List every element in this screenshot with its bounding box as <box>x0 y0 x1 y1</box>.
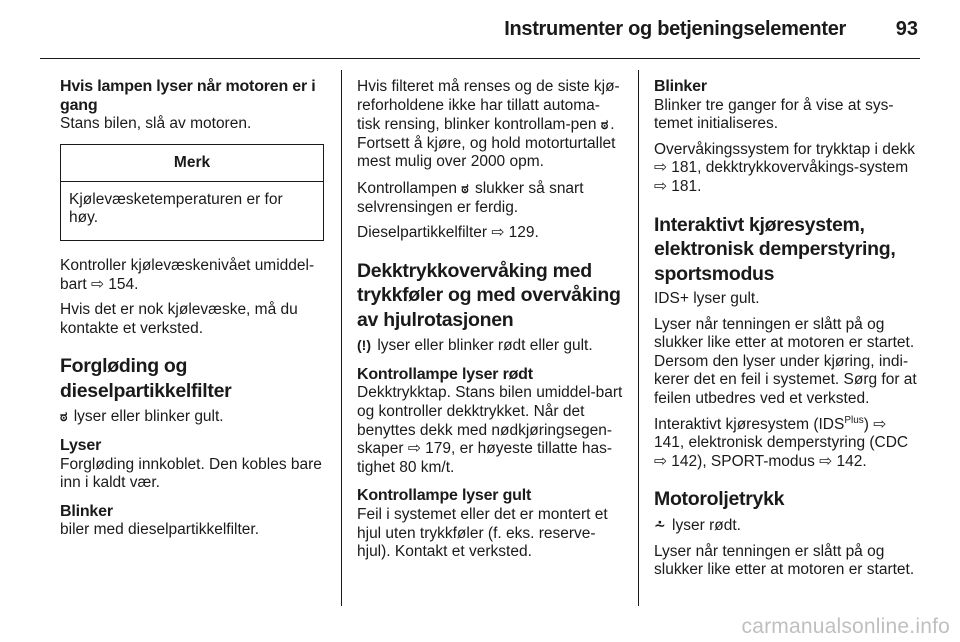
lamp-off-a: Kontrollampen <box>357 179 457 197</box>
paragraph: Lyser når tenningen er slått på og slukker like etter at motoren er startet. Dersom den lyser under kjøring, indi-kerer det en feil i systemet. Sørg for at feilen utbedres ved et verksted. <box>654 315 917 408</box>
ids-ref-sup: Plus <box>844 414 864 426</box>
page-title: Instrumenter og betjeningselementer <box>504 18 846 40</box>
heading-flashes: Blinker <box>654 78 707 95</box>
heading-ids: Interaktivt kjøresystem, elektronisk demperstyring, sportsmodus <box>654 213 896 285</box>
heading-flashes: Blinker <box>60 502 113 520</box>
glow-plug-icon: ಠ <box>60 408 68 425</box>
paragraph <box>654 416 920 472</box>
column-divider <box>638 70 639 606</box>
heading-red: Kontrollampe lyser rødt <box>357 365 533 383</box>
paragraph: Blinker tre ganger for å vise at sys-temet initialiseres. <box>654 96 894 133</box>
note-text: Kjølevæsketemperaturen er for høy. <box>69 190 283 227</box>
paragraph: Stans bilen, slå av motoren. <box>60 115 252 133</box>
page-header <box>40 0 920 59</box>
paragraph <box>357 78 623 172</box>
note-box <box>60 144 324 241</box>
paragraph: IDS+ lyser gult. <box>654 290 760 308</box>
ids-ref-b: ) ⇨ 141, elektronisk demperstyring (CDC ⇨ 142), SPORT-modus ⇨ 142. <box>654 415 909 470</box>
paragraph: Kontroller kjølevæskenivået umiddel-bart ⇨ 154. <box>60 256 315 293</box>
filter-text-2: . Fortsett å kjøre, og hold motorturtallet mest mulig over 2000 opm. <box>357 116 616 171</box>
lamp-off-b: slukker så snart selvrensingen er ferdig. <box>357 179 584 216</box>
paragraph <box>60 407 326 427</box>
heading-lights: Lyser <box>60 436 102 454</box>
page-number: 93 <box>895 18 918 40</box>
column-3 <box>654 78 920 587</box>
column-2 <box>357 78 623 569</box>
paragraph: Overvåkingssystem for trykktap i dekk ⇨ 181, dekktrykkovervåkings-system ⇨ 181. <box>654 140 915 195</box>
heading-engine-running: Hvis lampen lyser når motoren er i gang <box>60 78 316 114</box>
column-divider <box>341 70 342 606</box>
heading-tpms: Dekktrykkovervåking med trykkføler og med overvåking av hjulrotasjonen <box>357 259 621 331</box>
ids-ref-a: Interaktivt kjøresystem (IDS <box>654 415 845 433</box>
column-1 <box>60 78 326 547</box>
glow-text: lyser eller blinker gult. <box>73 408 224 426</box>
paragraph: Dekktrykktap. Stans bilen umiddel-bart og kontroller dekktrykket. Når det benyttes dekk med nødkjøringsegen-skaper ⇨ 179, er høyeste tillatte has-tighet 80 km/t. <box>357 384 623 476</box>
glow-plug-icon: ಠ <box>461 179 469 196</box>
paragraph: Dieselpartikkelfilter ⇨ 129. <box>357 224 539 242</box>
paragraph: Feil i systemet eller det er montert et hjul uten trykkføler (f. eks. reserve-hjul). Kontakt et verksted. <box>357 506 608 561</box>
paragraph <box>654 516 920 536</box>
watermark: carmanualsonline.info <box>741 615 950 638</box>
paragraph <box>357 336 623 356</box>
oil-can-icon: ⩪ <box>654 516 666 533</box>
paragraph <box>357 179 623 217</box>
filter-text: Hvis filteret må renses og de siste kjø-reforholdene ikke har tillatt automa-tisk rensing, blinker kontrollam-pen <box>357 78 620 134</box>
glow-plug-icon: ಠ <box>600 116 609 133</box>
heading-yellow: Kontrollampe lyser gult <box>357 487 532 505</box>
oil-red: lyser rødt. <box>672 516 741 534</box>
heading-glow: Forgløding og dieselpartikkelfilter <box>60 355 232 402</box>
tpms-text: lyser eller blinker rødt eller gult. <box>377 337 593 355</box>
paragraph: Hvis det er nok kjølevæske, må du kontakte et verksted. <box>60 301 298 337</box>
paragraph: Forgløding innkoblet. Den kobles bare inn i kaldt vær. <box>60 455 322 492</box>
paragraph: Lyser når tenningen er slått på og slukker like etter at motoren er startet. <box>654 542 915 579</box>
paragraph: biler med dieselpartikkelfilter. <box>60 521 260 539</box>
tire-pressure-icon: (!) <box>357 337 371 354</box>
note-title: Merk <box>61 145 323 182</box>
heading-oil: Motoroljetrykk <box>654 488 785 511</box>
